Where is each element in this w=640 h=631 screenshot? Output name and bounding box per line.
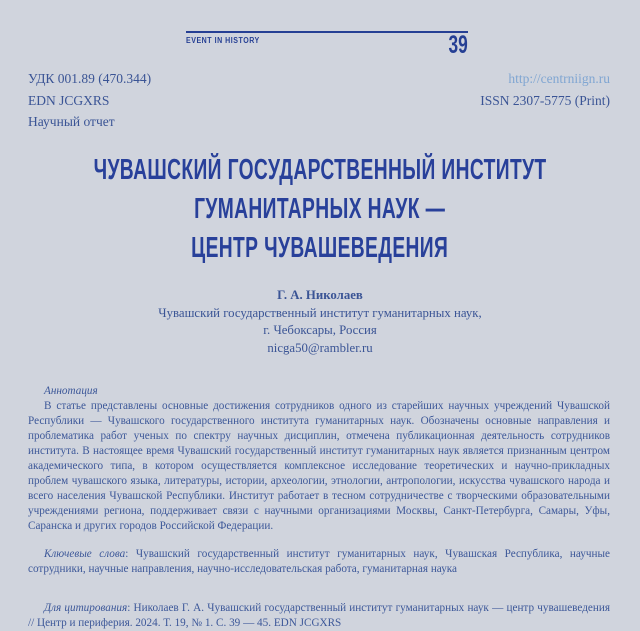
citation-paragraph (28, 601, 610, 631)
author-block (0, 287, 640, 357)
keywords-label: Ключевые слова (44, 548, 126, 560)
article-title (0, 150, 640, 267)
author-email: nicga50@rambler.ru (267, 340, 373, 355)
author-city: г. Чебоксары, Россия (263, 323, 377, 337)
running-header (186, 30, 468, 60)
running-title: EVENT IN HISTORY (186, 36, 260, 45)
edn-code: EDN JCGXRS (28, 92, 110, 108)
title-line-2: ГУМАНИТАРНЫХ НАУК — (194, 191, 446, 225)
title-line-1: ЧУВАШСКИЙ ГОСУДАРСТВЕННЫЙ ИНСТИТУТ (93, 152, 547, 186)
citation-label: Для цитирования (44, 602, 128, 614)
abstract-label: Аннотация (44, 385, 98, 397)
doc-type-label: Научный отчет (28, 114, 115, 129)
author-name: Г. А. Николаев (277, 288, 363, 302)
citation-text: : Николаев Г. А. Чувашский государственный институт гуманитарных наук — центр чувашеведения // Центр и периферия. 2024. Т. 19, № 1. С. 39 — 45. EDN JCGXRS (28, 602, 610, 629)
author-affiliation: Чувашский государственный институт гуманитарных наук, (158, 305, 482, 320)
udc-code: УДК 001.89 (470.344) (28, 71, 152, 86)
title-line-3: ЦЕНТР ЧУВАШЕВЕДЕНИЯ (191, 230, 449, 264)
issn-label: ISSN 2307-5775 (Print) (480, 92, 610, 108)
article-front-matter (28, 384, 610, 631)
keywords-text: : Чувашский государственный институт гуманитарных наук, Чувашская Республика, научные сотрудники, научные направления, научно-исследовательская работа, гуманитарная наука (28, 548, 610, 575)
journal-url-link[interactable]: http://centrniign.ru (508, 71, 610, 86)
keywords-paragraph (28, 547, 610, 577)
meta-left (28, 68, 151, 133)
meta-right (480, 68, 610, 111)
page-number: 39 (448, 30, 468, 60)
abstract-text: В статье представлены основные достижения сотрудников одного из старейших научных учреждений Чувашской Республики — Чувашского государственного института гуманитарных наук. Обозначены основные направления и проблематика работ ученых по спектру научных дисциплин, отмечена публикационная деятельность сотрудников института. В настоящее время Чувашский государственный институт гуманитарных наук является признанным центром академического типа, в котором осуществляется комплексное исследование теоретических и научно-прикладных проблем чувашского языка, литературы, истории, археологии, этнологии, антропологии, искусства чувашского народа и всего населения Чувашской Республики. Институт работает в тесном сотрудничестве с творческими образовательными учреждениями региона, поддерживает связи с научными организациями Москвы, Санкт-Петербурга, Самары, Уфы, Саранска и других городов Российской Федерации. (28, 400, 610, 532)
